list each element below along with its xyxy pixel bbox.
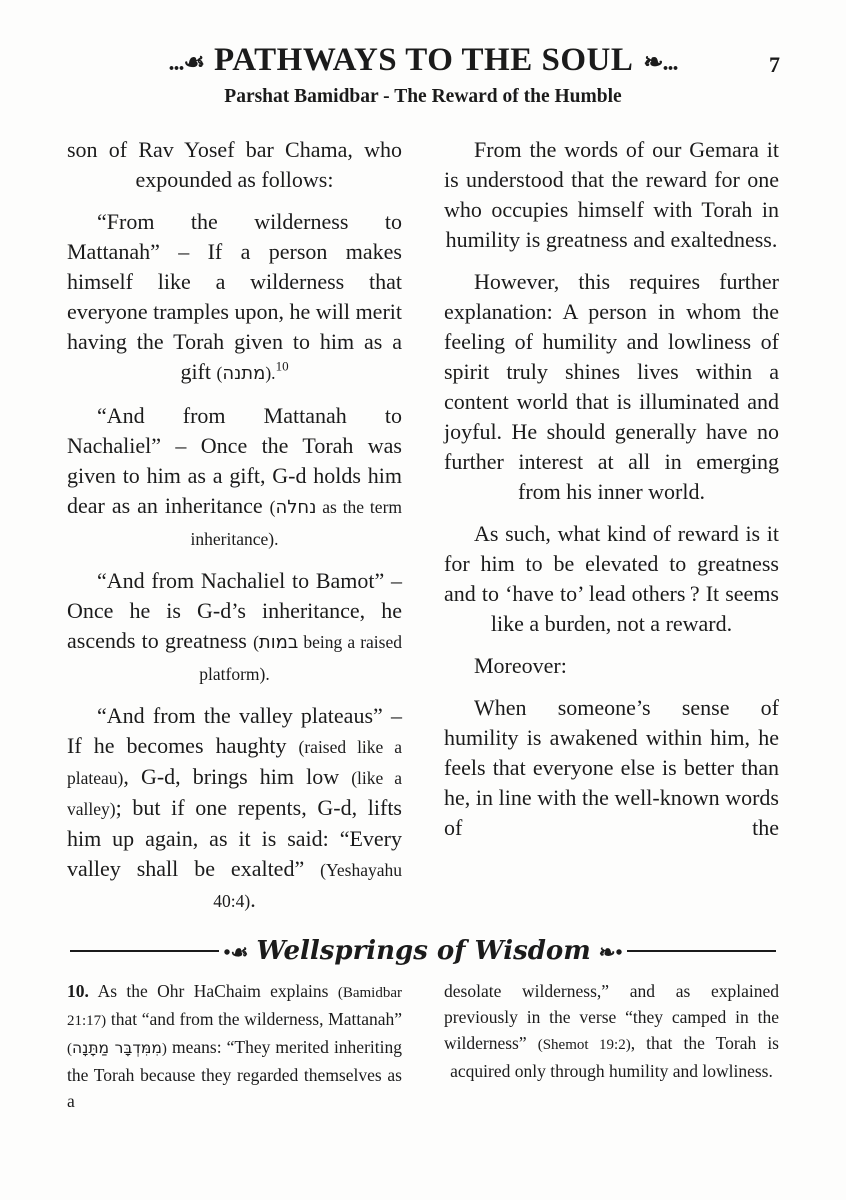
text-run: ( <box>253 632 259 653</box>
paragraph <box>444 135 779 255</box>
text-run: son of Rav Yosef bar Chama, who expounded as follows: <box>67 137 402 193</box>
text-run: When someone’s sense of humility is awakened within him, he feels that everyone else is better than he, in line with the well-known words of the <box>444 695 779 841</box>
paragraph <box>67 401 402 554</box>
text-run: , G-d, brings him low <box>123 764 352 790</box>
text-run: ) <box>161 1041 167 1058</box>
paragraph <box>67 978 402 1114</box>
paragraph <box>444 693 779 843</box>
text-run: “And from the valley plateaus” – If he becomes haughty <box>67 703 402 759</box>
title-row <box>0 44 846 77</box>
page-title: PATHWAYS TO THE SOUL <box>214 42 634 78</box>
page-header <box>0 0 846 107</box>
text-run: , that the Torah is acquired only through humility and lowliness. <box>450 1033 779 1082</box>
flourish-right-icon: ❧... <box>643 49 678 76</box>
text-run: . <box>250 887 256 913</box>
text-run: that “and from the wilderness, Mattanah” <box>106 1009 402 1030</box>
text-run: 10. <box>67 981 89 1002</box>
text-run: Moreover: <box>474 653 567 679</box>
divider-scroll-left-icon: •☙ <box>223 941 249 964</box>
divider-rule-right <box>627 950 776 952</box>
footnote-right-column <box>444 978 779 1114</box>
body-text <box>0 135 846 928</box>
right-column <box>444 135 779 928</box>
footnote-section-title: Wellsprings of Wisdom <box>256 936 591 967</box>
text-run: ). <box>265 363 276 384</box>
text-run: As the Ohr HaChaim explains <box>88 981 338 1002</box>
paragraph <box>444 519 779 639</box>
page-number: 7 <box>769 52 780 77</box>
text-run: as the term inheritance). <box>190 497 403 550</box>
footnote-divider <box>0 936 846 967</box>
text-run: However, this requires further explanation: A person in whom the feeling of humility and lowliness of spirit truly shines lives within a content world that is illuminated and joyful. He should generally have no further interest at all in emerging from his inner world. <box>444 269 779 505</box>
text-run: (like a valley) <box>67 768 402 820</box>
divider-scroll-right-icon: ❧• <box>598 941 623 964</box>
hebrew-text: במות <box>258 632 299 654</box>
text-run: “And from Nachaliel to Bamot” – Once he is G-d’s inheritance, he ascends to greatness <box>67 568 402 654</box>
flourish-left-icon: ...☙ <box>168 49 205 76</box>
text-run: ( <box>269 497 276 518</box>
hebrew-text: מתנה <box>222 363 266 385</box>
text-run: ( <box>216 363 223 384</box>
hebrew-text: מִמִּדְבָּר מַתָּנָה <box>72 1039 162 1058</box>
text-run: desolate wilderness,” and as explained previously in the verse “they camped in the wilderness” <box>444 981 779 1054</box>
paragraph <box>444 978 779 1084</box>
paragraph <box>67 135 402 195</box>
text-run: being a raised platform). <box>199 632 402 685</box>
divider-rule-left <box>70 950 219 952</box>
text-run: (Shemot 19:2) <box>537 1037 631 1054</box>
paragraph <box>67 207 402 389</box>
text-run: “From the wilderness to Mattanah” – If a person makes himself like a wilderness that everyone tramples upon, he will merit having the Torah given to him as a gift <box>67 209 402 385</box>
text-run: (raised like a plateau) <box>67 737 403 789</box>
footnote-left-column <box>67 978 402 1114</box>
paragraph <box>444 651 779 681</box>
paragraph <box>444 267 779 507</box>
hebrew-text: נחלה <box>275 497 317 519</box>
text-run: (Yeshayahu 40:4) <box>213 860 402 912</box>
text-run: (Bamidbar 21:17) <box>67 985 402 1030</box>
chapter-subtitle: Parshat Bamidbar - The Reward of the Humble <box>224 86 622 107</box>
left-column <box>67 135 402 928</box>
footnotes <box>0 978 846 1114</box>
text-run: As such, what kind of reward is it for him to be elevated to greatness and to ‘have to’ lead others ? It seems like a burden, not a reward. <box>444 521 779 637</box>
text-run: From the words of our Gemara it is understood that the reward for one who occupies himself with Torah in humility is greatness and exaltedness. <box>444 137 779 253</box>
text-run: ; but if one repents, G-d, lifts him up again, as it is said: “Every valley shall be exalted” <box>67 795 402 882</box>
paragraph <box>67 566 402 689</box>
text-run: “And from Mattanah to Nachaliel” – Once the Torah was given to him as a gift, G-d holds him dear as an inheritance <box>67 403 402 519</box>
text-run: ( <box>67 1041 72 1058</box>
text-run: means: “They merited inheriting the Torah because they regarded themselves as a <box>67 1037 402 1112</box>
text-run: 10 <box>275 359 289 375</box>
paragraph <box>67 701 402 916</box>
